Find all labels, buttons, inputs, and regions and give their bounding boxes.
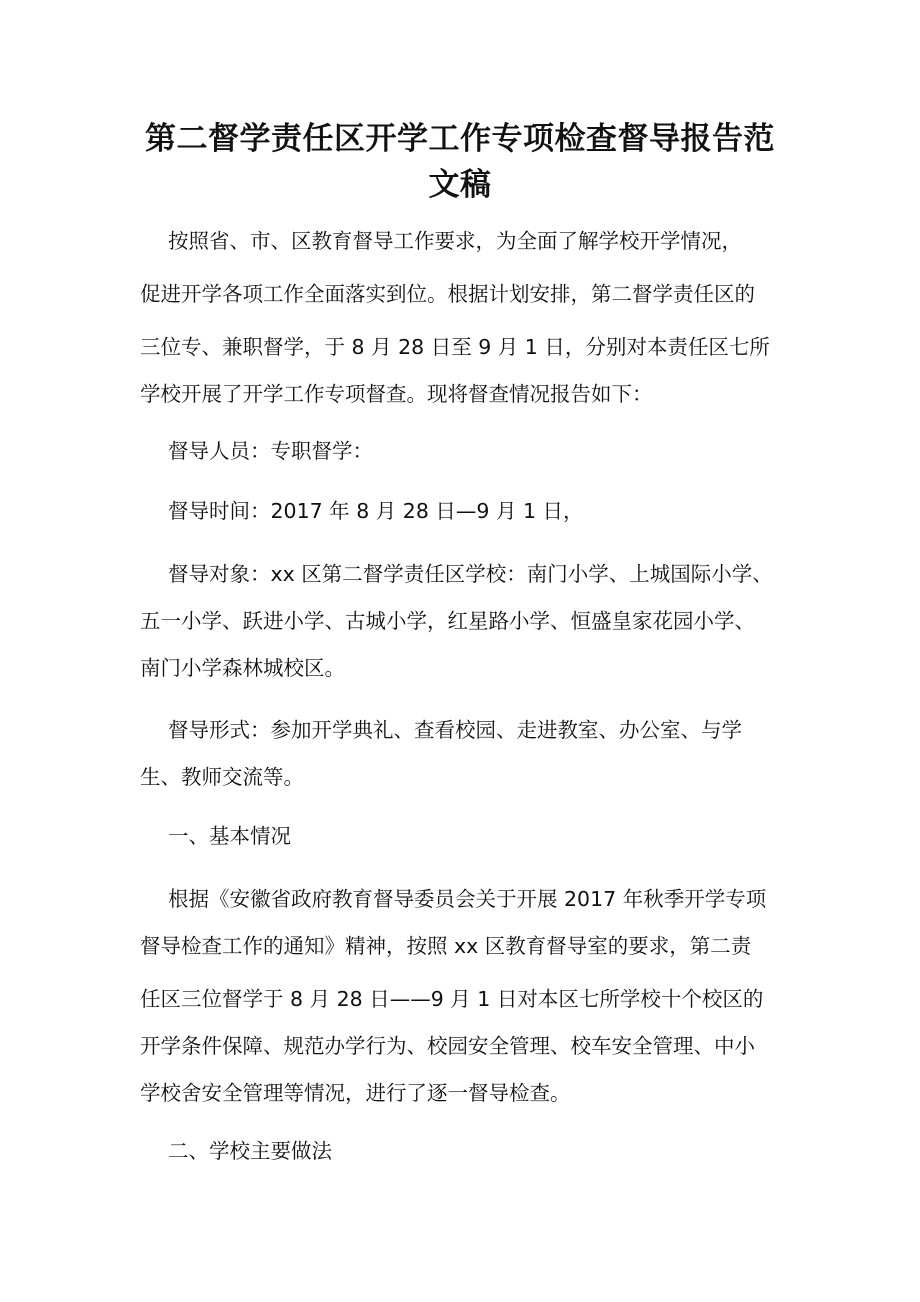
forms-line-1: 督导形式：参加开学典礼、查看校园、走进教室、办公室、与学	[168, 718, 742, 742]
targets-line-1: 督导对象：xx 区第二督学责任区学校：南门小学、上城国际小学、	[168, 562, 773, 586]
time-line: 督导时间：2017 年 8 月 28 日—9 月 1 日，	[168, 499, 584, 523]
intro-line-1: 按照省、市、区教育督导工作要求，为全面了解学校开学情况，	[168, 229, 742, 253]
targets-line-3: 南门小学森林城校区。	[140, 656, 345, 680]
section-1-line-5: 学校舍安全管理等情况，进行了逐一督导检查。	[140, 1081, 571, 1105]
section-1-line-1: 根据《安徽省政府教育督导委员会关于开展 2017 年秋季开学专项	[168, 887, 767, 911]
section-1-line-3: 任区三位督学于 8 月 28 日——9 月 1 日对本区七所学校十个校区的	[140, 987, 764, 1011]
section-1-heading: 一、基本情况	[168, 824, 291, 848]
section-1-line-2: 督导检查工作的通知》精神，按照 xx 区教育督导室的要求，第二责	[140, 934, 752, 958]
targets-line-2: 五一小学、跃进小学、古城小学，红星路小学、恒盛皇家花园小学、	[140, 609, 755, 633]
intro-line-2: 促进开学各项工作全面落实到位。根据计划安排，第二督学责任区的	[140, 282, 755, 306]
section-2-heading: 二、学校主要做法	[168, 1139, 332, 1163]
intro-line-4: 学校开展了开学工作专项督查。现将督查情况报告如下：	[140, 382, 653, 406]
section-1-line-4: 开学条件保障、规范办学行为、校园安全管理、校车安全管理、中小	[140, 1034, 755, 1058]
intro-line-3: 三位专、兼职督学，于 8 月 28 日至 9 月 1 日，分别对本责任区七所	[140, 335, 770, 359]
forms-line-2: 生、教师交流等。	[140, 765, 304, 789]
document-title-line-2: 文稿	[428, 167, 492, 203]
personnel-line: 督导人员：专职督学：	[168, 439, 373, 463]
document-title-line-1: 第二督学责任区开学工作专项检查督导报告范	[145, 121, 775, 157]
